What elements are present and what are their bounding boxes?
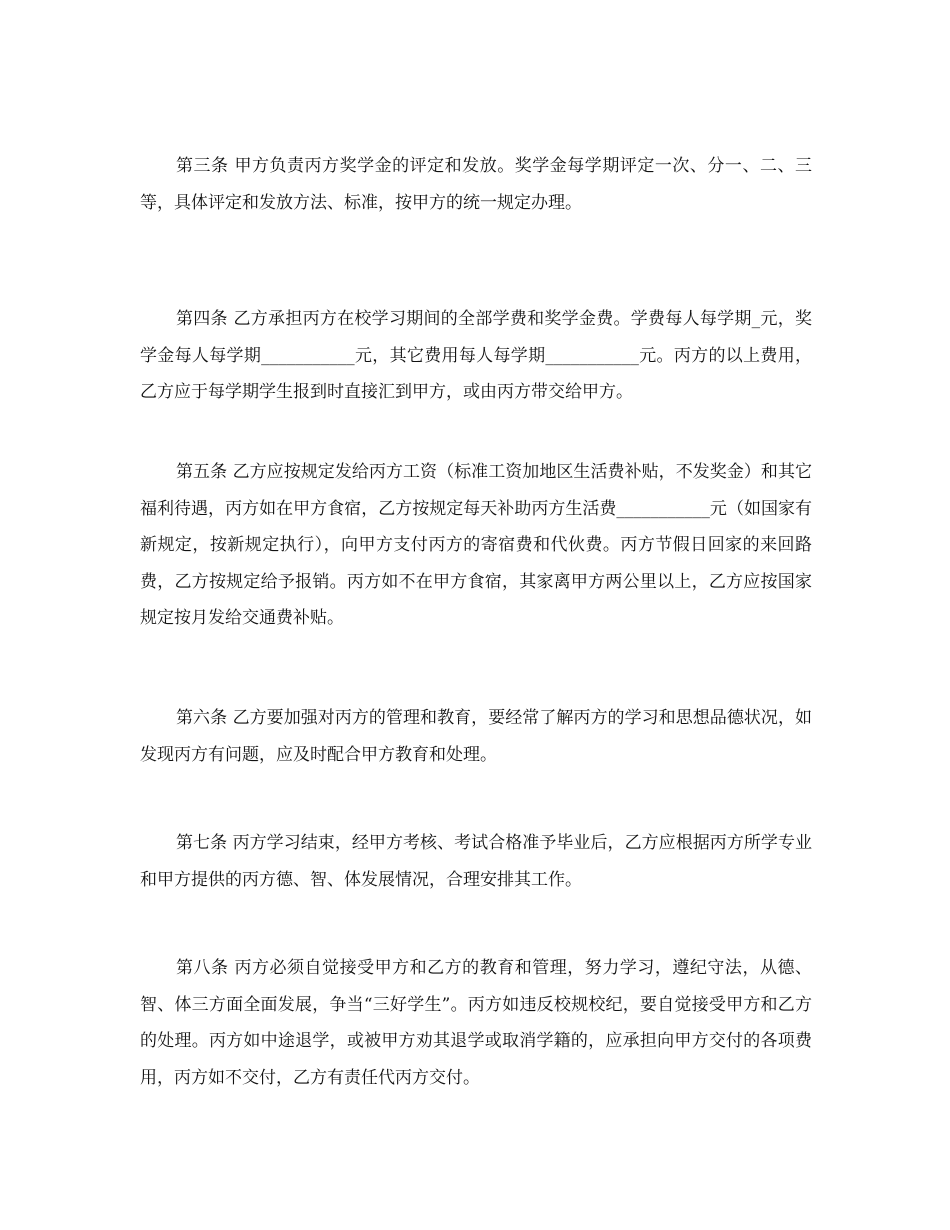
article-3-paragraph bbox=[140, 148, 812, 221]
article-8-paragraph bbox=[140, 950, 812, 1096]
article-8-text: 第八条 丙方必须自觉接受甲方和乙方的教育和管理，努力学习，遵纪守法，从德、智、体三方面全面发展，争当“三好学生”。丙方如违反校规校纪，要自觉接受甲方和乙方的处理。丙方如中途退学，或被甲方劝其退学或取消学籍的，应承担向甲方交付的各项费用，丙方如不交付，乙方有责任代丙方交付。 bbox=[140, 958, 812, 1088]
article-3-text: 第三条 甲方负责丙方奖学金的评定和发放。奖学金每学期评定一次、分一、二、三等，具体评定和发放方法、标准，按甲方的统一规定办理。 bbox=[140, 156, 812, 213]
article-6-text: 第六条 乙方要加强对丙方的管理和教育，要经常了解丙方的学习和思想品德状况，如发现丙方有问题，应及时配合甲方教育和处理。 bbox=[140, 708, 812, 765]
article-5-paragraph bbox=[140, 454, 812, 637]
article-7-paragraph bbox=[140, 825, 812, 898]
article-7-text: 第七条 丙方学习结束，经甲方考核、考试合格准予毕业后，乙方应根据丙方所学专业和甲方提供的丙方德、智、体发展情况，合理安排其工作。 bbox=[140, 833, 812, 890]
article-5-text: 第五条 乙方应按规定发给丙方工资（标准工资加地区生活费补贴，不发奖金）和其它福利待遇，丙方如在甲方食宿，乙方按规定每天补助丙方生活费___________元（如国家有新规定，按新规定执行），向甲方支付丙方的寄宿费和代伙费。丙方节假日回家的来回路费，乙方按规定给予报销。丙方如不在甲方食宿，其家离甲方两公里以上，乙方应按国家规定按月发给交通费补贴。 bbox=[140, 462, 812, 628]
article-4-paragraph bbox=[140, 301, 812, 411]
article-4-text: 第四条 乙方承担丙方在校学习期间的全部学费和奖学金费。学费每人每学期_元，奖学金每人每学期___________元，其它费用每人每学期___________元。丙方的以上费用，乙方应于每学期学生报到时直接汇到甲方，或由丙方带交给甲方。 bbox=[140, 309, 812, 402]
article-6-paragraph bbox=[140, 700, 812, 773]
